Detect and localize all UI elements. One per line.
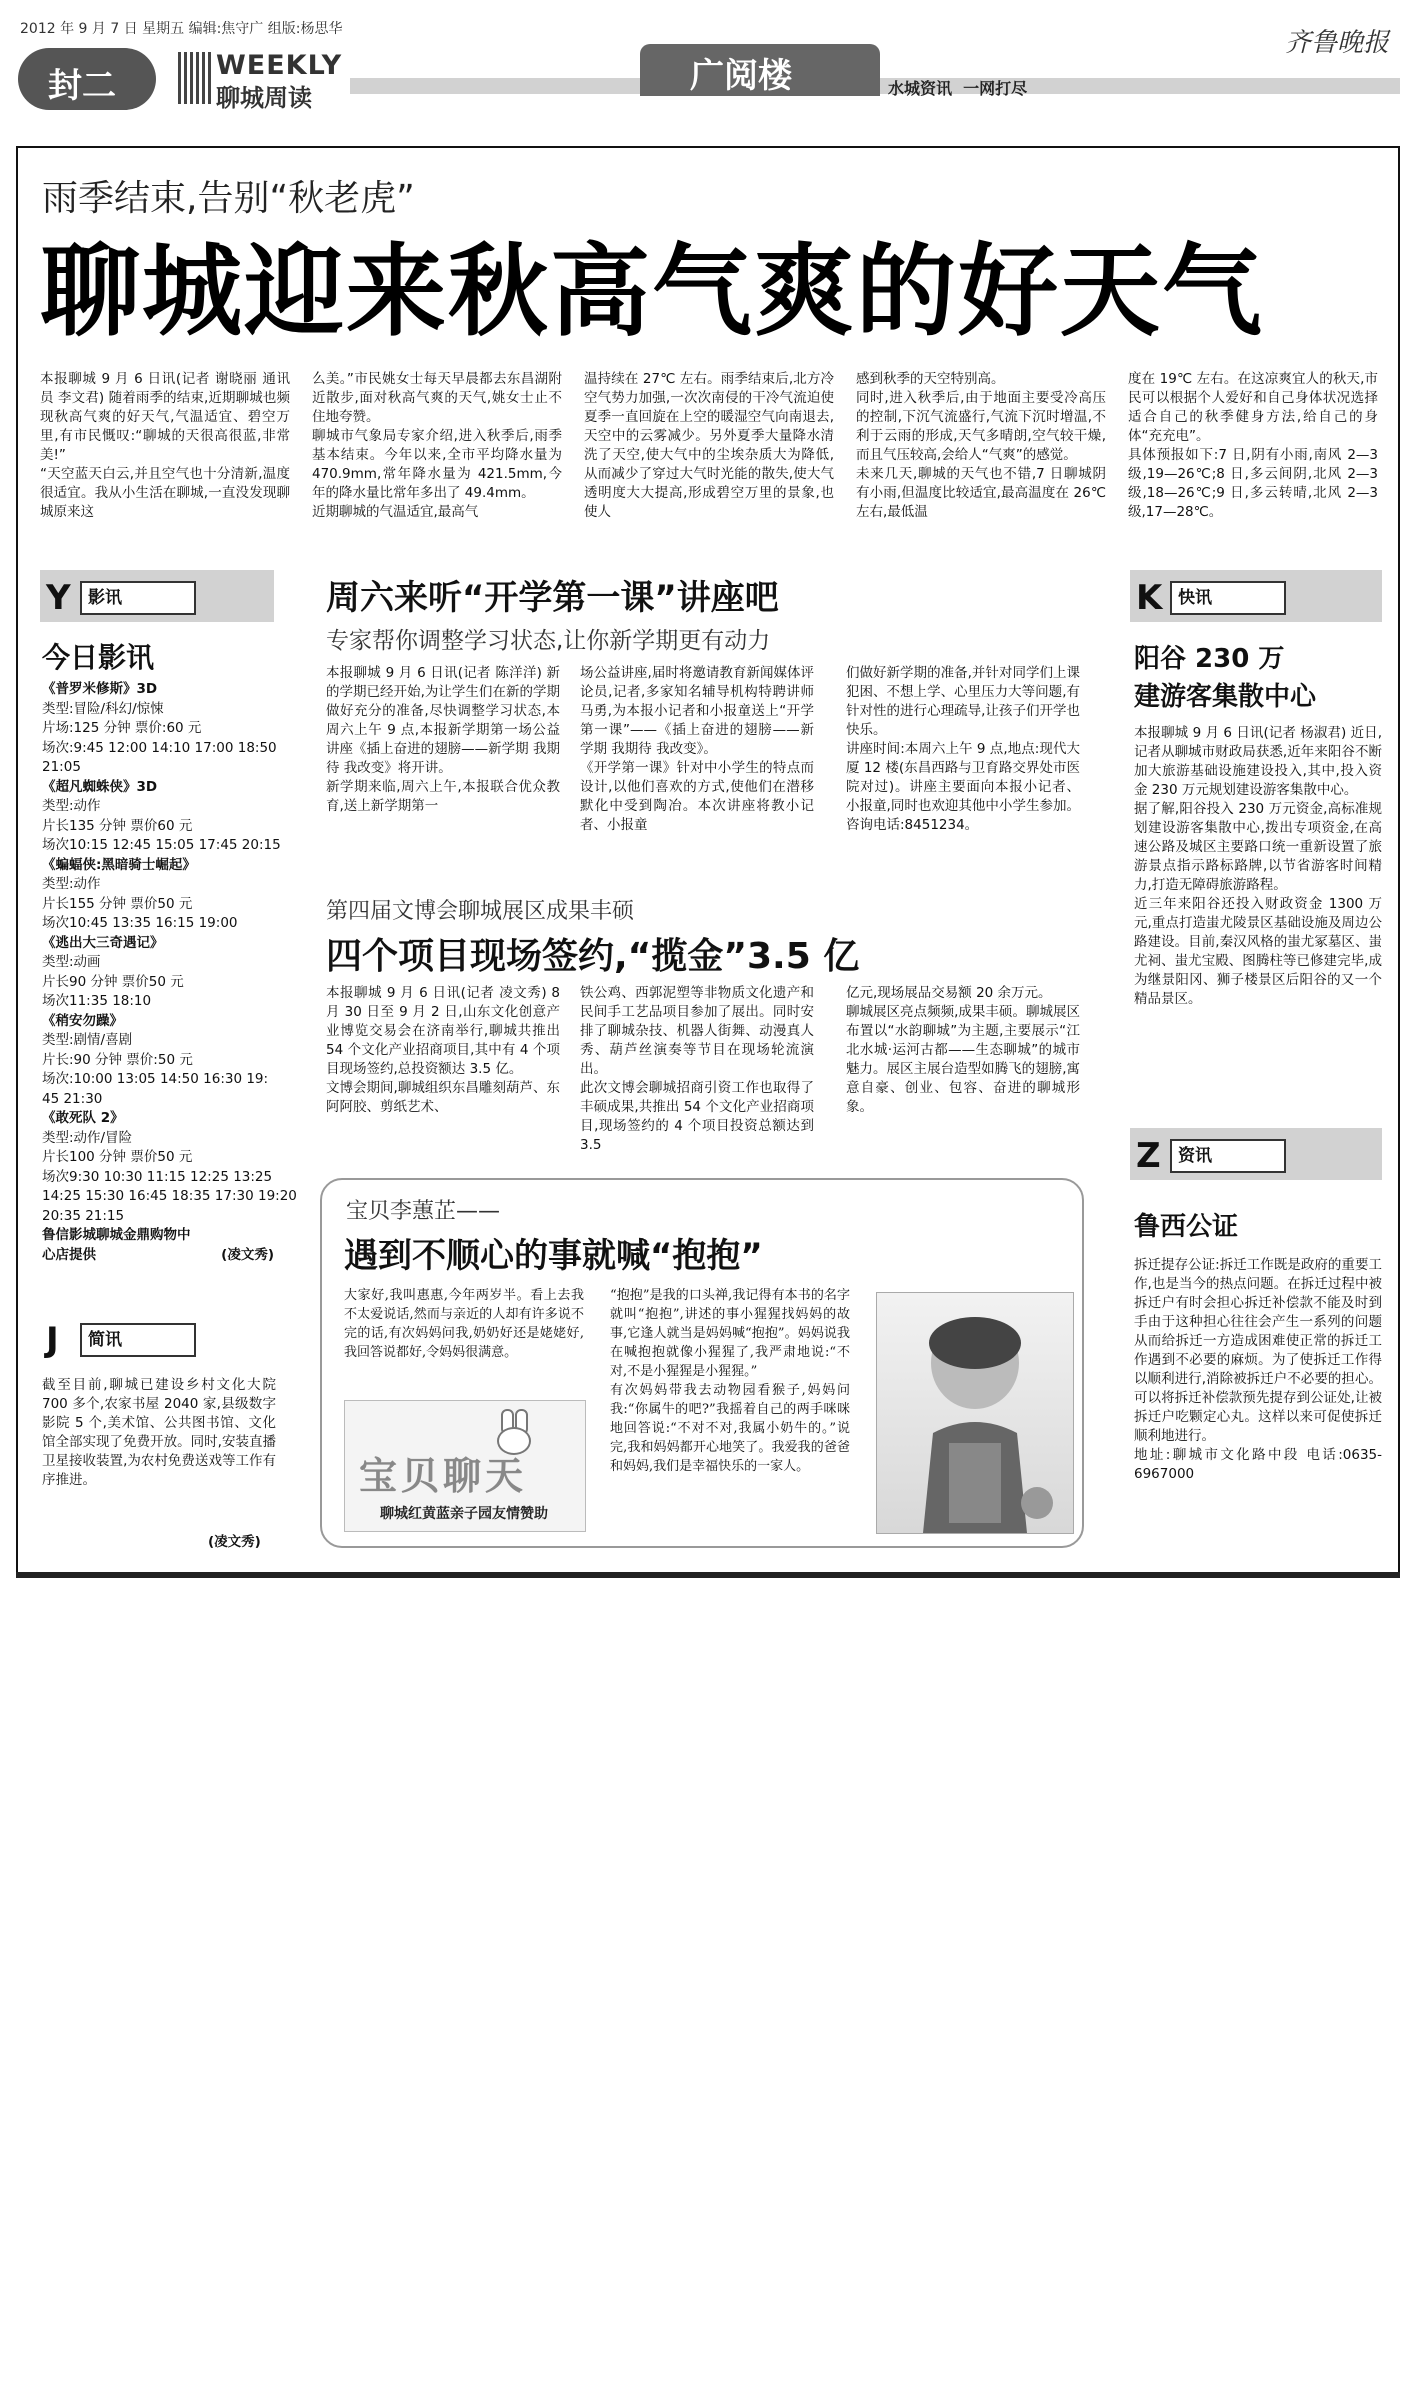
lead-col-4: 感到秋季的天空特别高。 同时,进入秋季后,由于地面主要受冷高压的控制,下沉气流盛行,气流下沉时增温,不利于云雨的形成,天气多晴朗,空气较干燥,而且气压较高,会给人“气爽”的感觉。 未来几天,聊城的天气也不错,7 日聊城阴有小雨,但温度比较适宜,最高温度在 26℃ 左右,最低温 (856, 371, 1106, 520)
expo-col-1: 本报聊城 9 月 6 日讯(记者 凌文秀) 8 月 30 日至 9 月 2 日,山东文化创意产业博览交易会在济南举行,聊城共推出 54 个文化产业招商项目,其中有 4 个项目现场签约,总投资额达 3.5 亿。 文博会期间,聊城组织东昌雕刻葫芦、东阿阿胶、剪纸艺术、 (326, 985, 560, 1115)
film-info: 片长135 分钟 票价60 元 (42, 817, 193, 834)
movies-provider-author: (凌文秀) (221, 1246, 274, 1263)
film-name: 《蝙蝠侠:黑暗骑士崛起》 (42, 856, 196, 873)
page-label: 封二 (48, 66, 116, 106)
frame-bottom-rule (16, 1572, 1400, 1578)
movies-provider: 鲁信影城聊城金鼎购物中心店提供 (42, 1227, 191, 1263)
lead-col-1: 本报聊城 9 月 6 日讯(记者 谢晓丽 通讯员 李文君) 随着雨季的结束,近期聊城也频现秋高气爽的好天气,气温适宜、碧空万里,有市民慨叹:“聊城的天很高很蓝,非常美!” “天空蓝天白云,并且空气也十分清新,温度很适宜。我从小生活在聊城,一直没发现聊城原来这 (40, 371, 290, 520)
baby-chat-logo (344, 1400, 586, 1532)
brief-j-header (46, 1320, 196, 1360)
baby-col-1: 大家好,我叫惠惠,今年两岁半。看上去我不太爱说话,然而与亲近的人却有许多说不完的话,有次妈妈问我,奶奶好还是姥姥好,我回答说都好,令妈妈很满意。 (344, 1288, 584, 1360)
child-photo-icon (877, 1293, 1073, 1533)
film-info: 类型:动作 (42, 876, 101, 892)
lead-headline: 聊城迎来秋高气爽的好天气 (40, 233, 1264, 350)
lecture-col-3: 们做好新学期的准备,并针对同学们上课犯困、不想上学、心里压力大等问题,有针对性的进行心理疏导,让孩子们开学也快乐。 讲座时间:本周六上午 9 点,地点:现代大厦 12 楼(东昌西路与卫育路交界处市医院对过)。讲座主要面向本报小记者、小报童,同时也欢迎其他中小学生参加。咨询电话:8451234。 (846, 665, 1080, 833)
info-z-label: 资讯 (1170, 1139, 1286, 1173)
film-item (42, 778, 282, 856)
brief-j-text: 截至目前,聊城已建设乡村文化大院 700 多个,农家书屋 2040 家,县级数字影院 5 个,美术馆、公共图书馆、文化馆全部实现了免费开放。同时,安装直播卫星接收装置,为农村免费送戏等工作有序推进。 (42, 1377, 276, 1488)
film-info: 类型:剧情/喜剧 (42, 1032, 133, 1048)
lecture-col-2: 场公益讲座,届时将邀请教育新闻媒体评论员,记者,多家知名辅导机构特聘讲师马勇,为本报小记者和小报童送上“开学第一课”——《插上奋进的翅膀——新学期 我期待 我改变》。 《开学第一课》针对中小学生的特点而设计,以他们喜欢的方式,使他们在潜移默化中受到陶冶。本次讲座将教小记者、小报童 (580, 665, 814, 833)
baby-sponsor: 聊城红黄蓝亲子园友情赞助 (380, 1506, 548, 1522)
barcode-mark (178, 52, 212, 104)
lead-col-3: 温持续在 27℃ 左右。雨季结束后,北方冷空气势力加强,一次次南侵的干冷气流迫使夏季一直回旋在上空的暖湿空气向南退去,天空中的云雾减少。另外夏季大量降水清洗了天空,使大气中的尘埃杂质大为降低,从而减少了穿过大气时光能的散失,使大气透明度大大提高,形成碧空万里的景象,也使人 (584, 371, 834, 520)
film-info: 场次:9:45 12:00 14:10 17:00 18:50 (42, 739, 277, 756)
film-info: 片场:125 分钟 票价:60 元 (42, 720, 202, 736)
brief-k-header (1136, 578, 1286, 618)
film-item (42, 856, 282, 934)
film-name: 《超凡蜘蛛侠》3D (42, 778, 158, 795)
section-sub: 水城资讯 一网打尽 (888, 79, 1028, 98)
film-info: 片长90 分钟 票价50 元 (42, 973, 184, 990)
film-info: 20:35 21:15 (42, 1207, 125, 1224)
movies-section-letter: Y (46, 578, 71, 618)
film-name: 《逃出大三奇遇记》 (42, 934, 164, 951)
expo-kicker: 第四届文博会聊城展区成果丰硕 (326, 899, 635, 924)
film-info: 场次11:35 18:10 (42, 993, 152, 1009)
brief-k-letter: K (1136, 578, 1163, 618)
expo-headline: 四个项目现场签约,“揽金”3.5 亿 (326, 936, 860, 977)
film-info: 类型:动画 (42, 954, 101, 970)
brief-k-text: 本报聊城 9 月 6 日讯(记者 杨淑君) 近日,记者从聊城市财政局获悉,近年来阳谷不断加大旅游基础设施建设投入,其中,投入资金 230 万元规划建设游客集散中心。 据了解,阳谷投入 230 万元资金,高标准规划建设游客集散中心,拨出专项资金,在高速公路及城区主要路口统一重新设置了旅游景点指示路标路牌,以节省游客时间精力,打造无障碍旅游路程。 近三年来阳谷还投入财政资金 1300 万元,重点打造蚩尤陵景区基础设施及周边公路建设。目前,秦汉风格的蚩尤冢墓区、蚩尤祠、蚩尤宝殿、图腾柱等已修建完毕,成为继景阳冈、狮子楼景区后阳谷的又一个精品景区。 (1134, 725, 1382, 1007)
section-tab: 广阅楼 (690, 56, 792, 96)
film-info: 类型:动作/冒险 (42, 1129, 133, 1146)
expo-col-3: 亿元,现场展品交易额 20 余万元。 聊城展区亮点频频,成果丰硕。聊城展区布置以“水韵聊城”为主题,主要展示“江北水城·运河古都——生态聊城”的城市魅力。展区主展台造型如腾飞的翅膀,寓意自豪、创业、包容、奋进的聊城形象。 (846, 985, 1080, 1115)
brief-k-headline: 阳谷 230 万 建游客集散中心 (1134, 644, 1317, 712)
baby-col-2: “抱抱”是我的口头禅,我记得有本书的名字就叫“抱抱”,讲述的事小猩猩找妈妈的故事,它逢人就当是妈妈喊“抱抱”。妈妈说我在喊抱抱就像小猩猩了,我严肃地说:“不对,不是小猩猩是小猩猩。” 有次妈妈带我去动物园看猴子,妈妈问我:“你属牛的吧?”我摇着自己的两手咪咪地回答说:“不对不对,我属小奶牛的。”说完,我和妈妈都开心地笑了。我爱我的爸爸和妈妈,我们是幸福快乐的一家人。 (610, 1288, 850, 1474)
film-info: 14:25 15:30 16:45 18:35 17:30 19:20 (42, 1188, 297, 1204)
lecture-subhead: 专家帮你调整学习状态,让你新学期更有动力 (326, 628, 771, 654)
film-item (42, 680, 282, 778)
date-line: 2012 年 9 月 7 日 星期五 编辑:焦守广 组版:杨思华 (20, 21, 343, 37)
info-z-letter: Z (1136, 1136, 1161, 1176)
film-item (42, 1012, 282, 1110)
lecture-headline: 周六来听“开学第一课”讲座吧 (326, 578, 779, 618)
baby-logo-text: 宝贝聊天 (359, 1454, 528, 1498)
film-name: 《普罗米修斯》3D (42, 681, 158, 697)
film-info: 类型:动作 (42, 798, 101, 814)
brief-j-letter: J (46, 1320, 59, 1360)
paper-name: 齐鲁晚报 (1284, 28, 1389, 58)
film-info: 45 21:30 (42, 1090, 103, 1107)
film-info: 场次10:45 13:35 16:15 19:00 (42, 915, 238, 931)
movies-section-label: 影讯 (80, 581, 196, 615)
movies-title: 今日影讯 (42, 641, 155, 674)
info-z-header (1136, 1136, 1286, 1176)
baby-photo (876, 1292, 1074, 1534)
brief-j-label: 简讯 (80, 1323, 196, 1357)
lead-col-5: 度在 19℃ 左右。在这凉爽宜人的秋天,市民可以根据个人爱好和自己身体状况选择适合自己的秋季健身方法,给自己的身体“充充电”。 具体预报如下:7 日,阴有小雨,南风 2—3 级,19—26℃;8 日,多云间阴,北风 2—3 级,18—26℃;9 日,多云转晴,北风 2—3 级,17—28℃。 (1128, 371, 1378, 520)
movies-section-header (46, 578, 196, 618)
film-info: 场次:10:00 13:05 14:50 16:30 19: (42, 1071, 269, 1087)
film-info: 片长100 分钟 票价50 元 (42, 1149, 193, 1165)
film-name: 《敢死队 2》 (42, 1110, 124, 1126)
baby-headline: 遇到不顺心的事就喊“抱抱” (344, 1236, 763, 1276)
film-item (42, 934, 282, 1012)
info-z-text: 拆迁提存公证:拆迁工作既是政府的重要工作,也是当今的热点问题。在拆迁过程中被拆迁户有时会担心拆迁补偿款不能及时到手由于这种担心往往会产生一系列的问题从而给拆迁一方造成困难使正常的拆迁工作遇到不必要的麻烦。为了使拆迁工作得以顺利进行,消除被拆迁户不必要的担心。可以将拆迁补偿款预先提存到公证处,让被拆迁户吃颗定心丸。这样以来可促使拆迁顺利地进行。 地址:聊城市文化路中段 电话:0635-6967000 (1134, 1257, 1382, 1482)
film-info: 类型:冒险/科幻/惊悚 (42, 700, 164, 717)
info-z-headline: 鲁西公证 (1134, 1212, 1239, 1242)
expo-col-2: 铁公鸡、西郭泥塑等非物质文化遗产和民间手工艺品项目参加了展出。同时安排了聊城杂技、机器人街舞、动漫真人秀、葫芦丝演奏等节目在现场轮流演出。 此次文博会聊城招商引资工作也取得了丰硕成果,共推出 54 个文化产业招商项目,现场签约的 4 个项目投资总额达到 3.5 (580, 985, 814, 1153)
brief-j-author: (凌文秀) (208, 1534, 261, 1550)
film-info: 21:05 (42, 759, 81, 775)
lecture-col-1: 本报聊城 9 月 6 日讯(记者 陈洋洋) 新的学期已经开始,为让学生们在新的学期做好充分的准备,尽快调整学习状态,本周六上午 9 点,本报新学期第一场公益讲座《插上奋进的翅膀——新学期 我期待 我改变》将开讲。 新学期来临,周六上午,本报联合优众教育,送上新学期第一 (326, 665, 560, 814)
film-info: 片长:90 分钟 票价:50 元 (42, 1051, 193, 1068)
weekly-en: WEEKLY (216, 50, 343, 81)
film-item (42, 1109, 297, 1226)
baby-kicker: 宝贝李蕙芷—— (346, 1199, 501, 1224)
film-info: 场次10:15 12:45 15:05 17:45 20:15 (42, 837, 281, 853)
brief-k-label: 快讯 (1170, 581, 1286, 615)
film-name: 《稍安勿躁》 (42, 1012, 123, 1029)
weekly-cn: 聊城周读 (216, 84, 312, 112)
lead-col-2: 么美。”市民姚女士每天早晨都去东昌湖附近散步,面对秋高气爽的天气,姚女士止不住地夸赞。 聊城市气象局专家介绍,进入秋季后,雨季基本结束。今年以来,全市平均降水量为 470.9mm,常年降水量为 421.5mm,今年的降水量比常年多出了 49.4mm。 近期聊城的气温适宜,最高气 (312, 371, 562, 520)
film-list (42, 680, 297, 1265)
lead-kicker: 雨季结束,告别“秋老虎” (42, 178, 415, 219)
film-info: 片长155 分钟 票价50 元 (42, 895, 193, 912)
film-info: 场次9:30 10:30 11:15 12:25 13:25 (42, 1168, 273, 1185)
